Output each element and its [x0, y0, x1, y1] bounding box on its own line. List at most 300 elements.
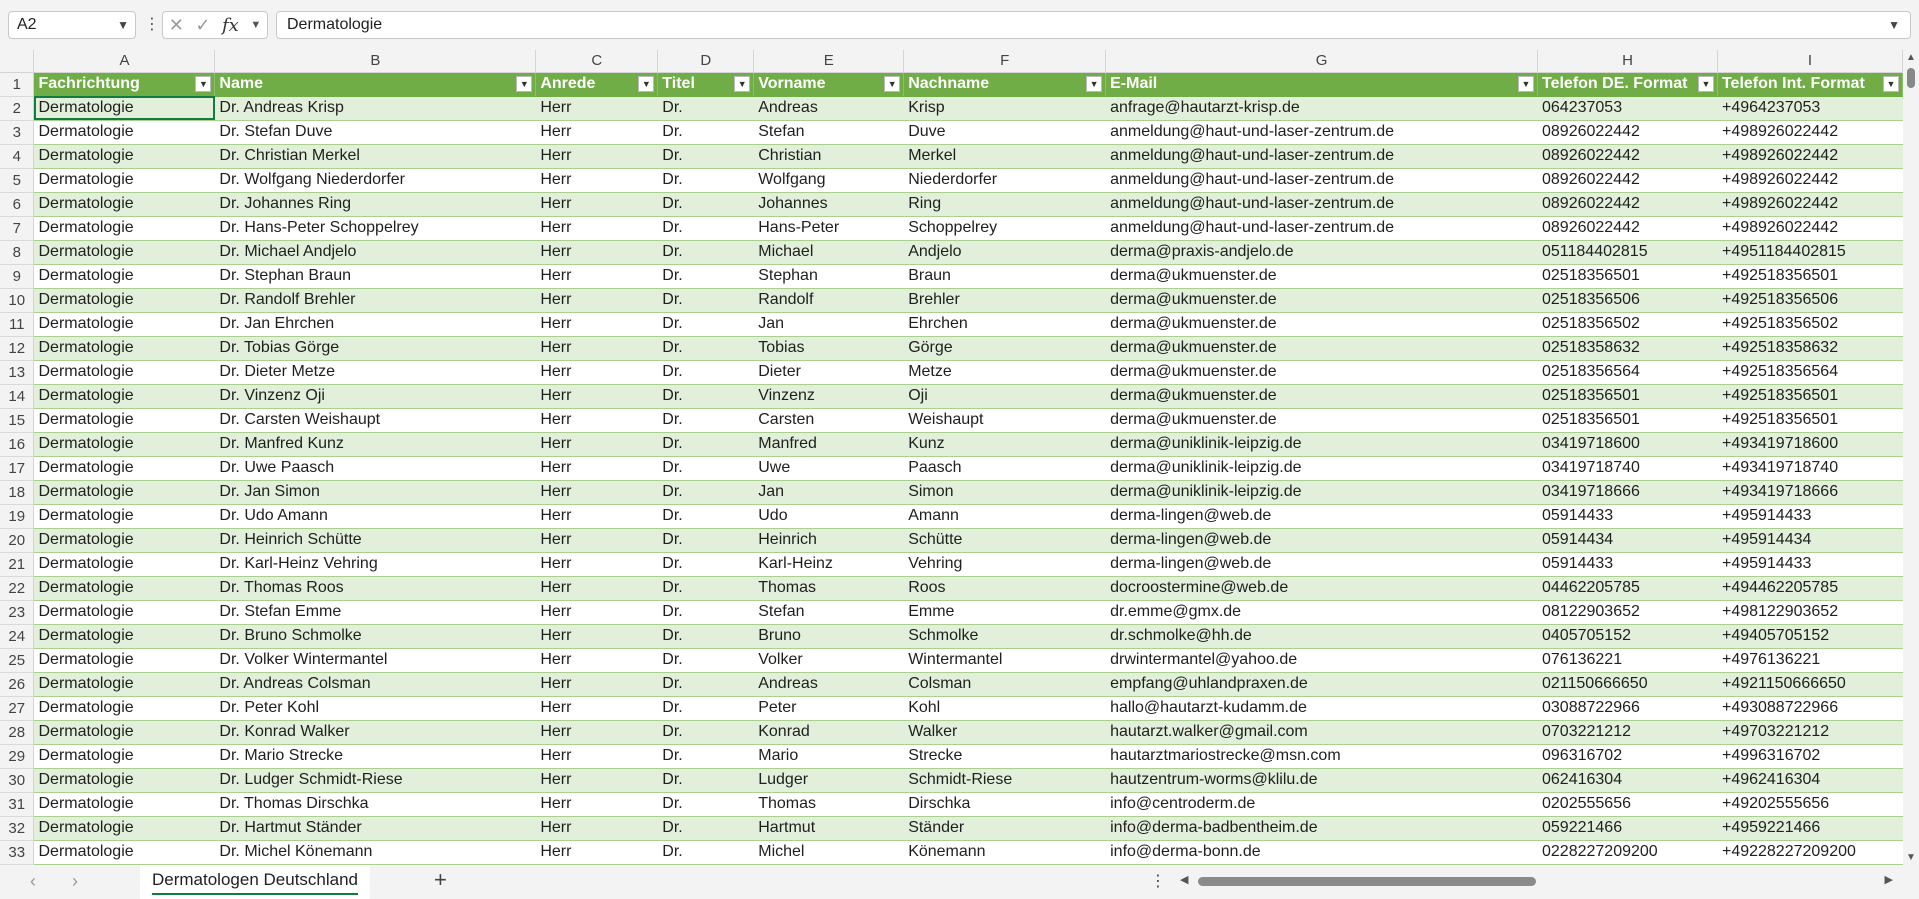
table-cell[interactable]	[754, 624, 904, 648]
table-cell[interactable]	[658, 408, 754, 432]
table-cell[interactable]	[1106, 432, 1538, 456]
table-cell[interactable]	[34, 264, 215, 288]
table-cell[interactable]	[34, 216, 215, 240]
table-cell[interactable]	[1717, 432, 1902, 456]
table-cell[interactable]	[904, 840, 1106, 864]
table-cell[interactable]	[754, 504, 904, 528]
more-options-icon[interactable]: ⋮	[144, 16, 160, 33]
table-cell[interactable]	[904, 624, 1106, 648]
table-cell[interactable]	[754, 408, 904, 432]
column-header-g[interactable]: G	[1106, 50, 1538, 72]
row-number[interactable]: 22	[0, 576, 34, 600]
table-cell[interactable]	[536, 672, 658, 696]
table-cell[interactable]	[215, 816, 536, 840]
table-cell[interactable]	[658, 768, 754, 792]
table-cell[interactable]	[1538, 720, 1718, 744]
column-header-d[interactable]: D	[658, 50, 754, 72]
table-cell[interactable]	[1717, 360, 1902, 384]
table-cell[interactable]	[536, 720, 658, 744]
table-cell[interactable]	[215, 264, 536, 288]
row-number[interactable]: 29	[0, 744, 34, 768]
table-cell[interactable]	[1106, 552, 1538, 576]
table-cell[interactable]	[536, 840, 658, 864]
table-cell[interactable]	[904, 120, 1106, 144]
table-cell[interactable]	[536, 96, 658, 120]
table-cell[interactable]	[754, 696, 904, 720]
table-cell[interactable]	[536, 408, 658, 432]
row-number[interactable]: 12	[0, 336, 34, 360]
table-cell[interactable]	[1538, 792, 1718, 816]
table-cell[interactable]	[904, 576, 1106, 600]
table-cell[interactable]	[34, 384, 215, 408]
table-cell[interactable]	[215, 528, 536, 552]
table-cell[interactable]	[1538, 504, 1718, 528]
table-cell[interactable]	[1538, 456, 1718, 480]
table-cell[interactable]	[1106, 384, 1538, 408]
table-cell[interactable]	[536, 480, 658, 504]
table-cell[interactable]	[34, 672, 215, 696]
table-cell[interactable]	[215, 576, 536, 600]
table-cell[interactable]	[34, 504, 215, 528]
table-cell[interactable]	[1106, 216, 1538, 240]
table-cell[interactable]	[754, 744, 904, 768]
row-number[interactable]: 6	[0, 192, 34, 216]
name-box[interactable]	[8, 11, 136, 39]
table-cell[interactable]	[1538, 144, 1718, 168]
table-cell[interactable]	[904, 312, 1106, 336]
table-cell[interactable]	[536, 336, 658, 360]
table-cell[interactable]	[536, 624, 658, 648]
row-number[interactable]: 2	[0, 96, 34, 120]
table-cell[interactable]	[904, 216, 1106, 240]
table-cell[interactable]	[904, 552, 1106, 576]
table-cell[interactable]	[658, 432, 754, 456]
table-cell[interactable]	[904, 336, 1106, 360]
table-cell[interactable]	[904, 480, 1106, 504]
table-cell[interactable]	[1717, 792, 1902, 816]
header-cell[interactable]	[754, 72, 904, 96]
table-cell[interactable]	[34, 432, 215, 456]
table-cell[interactable]	[904, 408, 1106, 432]
table-cell[interactable]	[34, 408, 215, 432]
table-cell[interactable]	[1106, 264, 1538, 288]
table-cell[interactable]	[1106, 840, 1538, 864]
table-cell[interactable]	[904, 192, 1106, 216]
table-cell[interactable]	[1106, 360, 1538, 384]
row-number[interactable]: 23	[0, 600, 34, 624]
table-cell[interactable]	[658, 96, 754, 120]
table-cell[interactable]	[658, 216, 754, 240]
table-cell[interactable]	[1106, 336, 1538, 360]
table-cell[interactable]	[215, 648, 536, 672]
table-cell[interactable]	[754, 768, 904, 792]
table-cell[interactable]	[34, 168, 215, 192]
table-cell[interactable]	[536, 168, 658, 192]
table-cell[interactable]	[658, 624, 754, 648]
table-cell[interactable]	[904, 144, 1106, 168]
header-cell[interactable]	[536, 72, 658, 96]
table-cell[interactable]	[215, 432, 536, 456]
table-cell[interactable]	[1717, 576, 1902, 600]
table-cell[interactable]	[215, 624, 536, 648]
table-cell[interactable]	[536, 240, 658, 264]
table-cell[interactable]	[904, 456, 1106, 480]
table-cell[interactable]	[1106, 312, 1538, 336]
row-number[interactable]: 30	[0, 768, 34, 792]
table-cell[interactable]	[658, 168, 754, 192]
table-cell[interactable]	[1717, 648, 1902, 672]
table-cell[interactable]	[34, 648, 215, 672]
row-number[interactable]: 3	[0, 120, 34, 144]
table-cell[interactable]	[536, 360, 658, 384]
table-cell[interactable]	[536, 192, 658, 216]
vertical-scrollbar[interactable]	[1903, 50, 1919, 865]
table-cell[interactable]	[215, 336, 536, 360]
table-cell[interactable]	[1717, 96, 1902, 120]
table-cell[interactable]	[215, 768, 536, 792]
table-cell[interactable]	[904, 360, 1106, 384]
table-cell[interactable]	[34, 288, 215, 312]
table-cell[interactable]	[34, 624, 215, 648]
filter-dropdown-icon[interactable]: ▼	[1883, 76, 1899, 92]
table-cell[interactable]	[1717, 120, 1902, 144]
table-cell[interactable]	[658, 504, 754, 528]
row-number[interactable]: 21	[0, 552, 34, 576]
table-cell[interactable]	[34, 360, 215, 384]
chevron-down-icon[interactable]: ▼	[117, 18, 129, 32]
table-cell[interactable]	[1717, 696, 1902, 720]
table-cell[interactable]	[658, 480, 754, 504]
table-cell[interactable]	[1106, 504, 1538, 528]
horizontal-scrollbar[interactable]	[1180, 873, 1893, 889]
table-cell[interactable]	[904, 768, 1106, 792]
table-cell[interactable]	[536, 744, 658, 768]
table-cell[interactable]	[1538, 552, 1718, 576]
table-cell[interactable]	[1538, 288, 1718, 312]
filter-dropdown-icon[interactable]: ▼	[516, 76, 532, 92]
table-cell[interactable]	[1717, 504, 1902, 528]
table-cell[interactable]	[536, 432, 658, 456]
table-cell[interactable]	[1717, 552, 1902, 576]
table-cell[interactable]	[1717, 168, 1902, 192]
table-cell[interactable]	[754, 456, 904, 480]
table-cell[interactable]	[536, 264, 658, 288]
table-cell[interactable]	[536, 120, 658, 144]
table-cell[interactable]	[658, 264, 754, 288]
table-cell[interactable]	[215, 144, 536, 168]
column-header-h[interactable]: H	[1538, 50, 1718, 72]
row-number[interactable]: 26	[0, 672, 34, 696]
table-cell[interactable]	[1538, 600, 1718, 624]
table-cell[interactable]	[658, 336, 754, 360]
row-number[interactable]: 27	[0, 696, 34, 720]
table-cell[interactable]	[754, 600, 904, 624]
table-cell[interactable]	[215, 840, 536, 864]
table-cell[interactable]	[1538, 672, 1718, 696]
table-cell[interactable]	[34, 528, 215, 552]
table-cell[interactable]	[658, 120, 754, 144]
table-cell[interactable]	[215, 192, 536, 216]
table-cell[interactable]	[1106, 696, 1538, 720]
column-header-c[interactable]: C	[536, 50, 658, 72]
table-cell[interactable]	[215, 360, 536, 384]
table-cell[interactable]	[215, 240, 536, 264]
table-cell[interactable]	[215, 216, 536, 240]
table-cell[interactable]	[754, 672, 904, 696]
table-cell[interactable]	[1717, 744, 1902, 768]
table-cell[interactable]	[34, 312, 215, 336]
table-cell[interactable]	[1106, 408, 1538, 432]
table-cell[interactable]	[215, 504, 536, 528]
table-cell[interactable]	[1106, 624, 1538, 648]
table-cell[interactable]	[904, 528, 1106, 552]
table-cell[interactable]	[658, 384, 754, 408]
table-cell[interactable]	[658, 792, 754, 816]
row-number[interactable]: 17	[0, 456, 34, 480]
table-cell[interactable]	[904, 240, 1106, 264]
row-number[interactable]: 7	[0, 216, 34, 240]
table-cell[interactable]	[1538, 168, 1718, 192]
table-cell[interactable]	[34, 840, 215, 864]
table-cell[interactable]	[536, 696, 658, 720]
table-cell[interactable]	[1538, 312, 1718, 336]
table-cell[interactable]	[215, 168, 536, 192]
filter-dropdown-icon[interactable]: ▼	[638, 76, 654, 92]
row-number[interactable]: 4	[0, 144, 34, 168]
table-cell[interactable]	[1538, 840, 1718, 864]
row-number[interactable]: 15	[0, 408, 34, 432]
table-cell[interactable]	[1106, 768, 1538, 792]
table-cell[interactable]	[215, 792, 536, 816]
table-cell[interactable]	[1538, 576, 1718, 600]
table-cell[interactable]	[904, 744, 1106, 768]
table-cell[interactable]	[34, 96, 215, 120]
table-cell[interactable]	[1717, 240, 1902, 264]
table-cell[interactable]	[1106, 120, 1538, 144]
table-cell[interactable]	[1106, 168, 1538, 192]
table-cell[interactable]	[754, 384, 904, 408]
table-cell[interactable]	[1538, 480, 1718, 504]
scroll-thumb[interactable]	[1907, 68, 1915, 88]
table-cell[interactable]	[536, 552, 658, 576]
confirm-icon[interactable]: ✓	[195, 14, 211, 35]
table-cell[interactable]	[904, 96, 1106, 120]
row-number[interactable]: 1	[0, 72, 34, 96]
table-cell[interactable]	[1106, 456, 1538, 480]
table-cell[interactable]	[1106, 600, 1538, 624]
table-cell[interactable]	[1106, 240, 1538, 264]
table-cell[interactable]	[754, 288, 904, 312]
column-header-i[interactable]: I	[1717, 50, 1902, 72]
table-cell[interactable]	[215, 552, 536, 576]
table-cell[interactable]	[904, 672, 1106, 696]
add-sheet-icon[interactable]: +	[434, 867, 447, 892]
table-cell[interactable]	[754, 648, 904, 672]
table-cell[interactable]	[1538, 432, 1718, 456]
table-cell[interactable]	[34, 576, 215, 600]
table-cell[interactable]	[754, 96, 904, 120]
table-cell[interactable]	[1717, 264, 1902, 288]
table-cell[interactable]	[215, 120, 536, 144]
table-cell[interactable]	[34, 696, 215, 720]
table-cell[interactable]	[658, 552, 754, 576]
header-cell[interactable]	[215, 72, 536, 96]
table-cell[interactable]	[215, 696, 536, 720]
header-cell[interactable]	[34, 72, 215, 96]
table-cell[interactable]	[1106, 816, 1538, 840]
column-header-a[interactable]: A	[34, 50, 215, 72]
table-cell[interactable]	[1717, 624, 1902, 648]
formula-input[interactable]	[276, 11, 1911, 39]
table-cell[interactable]	[1538, 120, 1718, 144]
table-cell[interactable]	[904, 648, 1106, 672]
table-cell[interactable]	[754, 840, 904, 864]
table-cell[interactable]	[1717, 144, 1902, 168]
table-cell[interactable]	[658, 192, 754, 216]
table-cell[interactable]	[1717, 840, 1902, 864]
table-cell[interactable]	[754, 120, 904, 144]
insert-function-icon[interactable]: fx	[221, 14, 239, 36]
prev-sheet-icon[interactable]: ‹	[30, 871, 36, 891]
table-cell[interactable]	[754, 816, 904, 840]
table-cell[interactable]	[754, 432, 904, 456]
chevron-down-icon[interactable]: ▼	[250, 19, 262, 31]
table-cell[interactable]	[1538, 744, 1718, 768]
next-sheet-icon[interactable]: ›	[72, 871, 78, 891]
table-cell[interactable]	[1106, 744, 1538, 768]
table-cell[interactable]	[754, 312, 904, 336]
row-number[interactable]: 10	[0, 288, 34, 312]
table-cell[interactable]	[1538, 768, 1718, 792]
table-cell[interactable]	[658, 816, 754, 840]
table-cell[interactable]	[1106, 96, 1538, 120]
table-cell[interactable]	[658, 240, 754, 264]
table-cell[interactable]	[754, 264, 904, 288]
filter-dropdown-icon[interactable]: ▼	[1698, 76, 1714, 92]
row-number[interactable]: 14	[0, 384, 34, 408]
table-cell[interactable]	[904, 504, 1106, 528]
table-cell[interactable]	[536, 216, 658, 240]
table-cell[interactable]	[536, 576, 658, 600]
table-cell[interactable]	[904, 264, 1106, 288]
header-cell[interactable]	[1538, 72, 1718, 96]
filter-dropdown-icon[interactable]: ▼	[1086, 76, 1102, 92]
table-cell[interactable]	[1106, 720, 1538, 744]
table-cell[interactable]	[215, 96, 536, 120]
table-cell[interactable]	[754, 792, 904, 816]
cancel-icon[interactable]: ✕	[168, 14, 184, 35]
row-number[interactable]: 32	[0, 816, 34, 840]
table-cell[interactable]	[1717, 456, 1902, 480]
table-cell[interactable]	[536, 288, 658, 312]
table-cell[interactable]	[34, 192, 215, 216]
table-cell[interactable]	[904, 816, 1106, 840]
table-cell[interactable]	[1717, 600, 1902, 624]
table-cell[interactable]	[658, 360, 754, 384]
table-cell[interactable]	[1106, 288, 1538, 312]
table-cell[interactable]	[658, 576, 754, 600]
table-cell[interactable]	[904, 168, 1106, 192]
table-cell[interactable]	[1538, 648, 1718, 672]
table-cell[interactable]	[904, 696, 1106, 720]
sheet-tab[interactable]	[140, 865, 370, 899]
table-cell[interactable]	[1717, 192, 1902, 216]
row-number[interactable]: 31	[0, 792, 34, 816]
table-cell[interactable]	[215, 744, 536, 768]
more-options-icon[interactable]: ⋮	[1150, 873, 1166, 890]
row-number[interactable]: 25	[0, 648, 34, 672]
table-cell[interactable]	[754, 336, 904, 360]
table-cell[interactable]	[1717, 336, 1902, 360]
table-cell[interactable]	[215, 720, 536, 744]
table-cell[interactable]	[34, 792, 215, 816]
table-cell[interactable]	[536, 504, 658, 528]
row-number[interactable]: 5	[0, 168, 34, 192]
table-cell[interactable]	[1538, 192, 1718, 216]
table-cell[interactable]	[904, 384, 1106, 408]
table-cell[interactable]	[536, 384, 658, 408]
scroll-thumb[interactable]	[1198, 877, 1536, 886]
table-cell[interactable]	[536, 792, 658, 816]
table-cell[interactable]	[536, 528, 658, 552]
row-number[interactable]: 9	[0, 264, 34, 288]
select-all-corner[interactable]	[0, 50, 34, 72]
table-cell[interactable]	[754, 720, 904, 744]
table-cell[interactable]	[754, 144, 904, 168]
table-cell[interactable]	[1538, 240, 1718, 264]
column-header-e[interactable]: E	[754, 50, 904, 72]
table-cell[interactable]	[34, 816, 215, 840]
table-cell[interactable]	[1538, 336, 1718, 360]
table-cell[interactable]	[215, 480, 536, 504]
table-cell[interactable]	[658, 528, 754, 552]
table-cell[interactable]	[215, 672, 536, 696]
table-cell[interactable]	[658, 144, 754, 168]
table-cell[interactable]	[658, 288, 754, 312]
table-cell[interactable]	[1538, 816, 1718, 840]
table-cell[interactable]	[904, 288, 1106, 312]
table-cell[interactable]	[215, 600, 536, 624]
table-cell[interactable]	[34, 720, 215, 744]
table-cell[interactable]	[1106, 648, 1538, 672]
filter-dropdown-icon[interactable]: ▼	[734, 76, 750, 92]
table-cell[interactable]	[1538, 408, 1718, 432]
table-cell[interactable]	[1717, 528, 1902, 552]
header-cell[interactable]	[904, 72, 1106, 96]
table-cell[interactable]	[1717, 288, 1902, 312]
row-number[interactable]: 18	[0, 480, 34, 504]
column-header-b[interactable]: B	[215, 50, 536, 72]
table-cell[interactable]	[34, 336, 215, 360]
table-cell[interactable]	[754, 240, 904, 264]
table-cell[interactable]	[1717, 312, 1902, 336]
filter-dropdown-icon[interactable]: ▼	[884, 76, 900, 92]
table-cell[interactable]	[1717, 480, 1902, 504]
table-cell[interactable]	[536, 816, 658, 840]
row-number[interactable]: 16	[0, 432, 34, 456]
table-cell[interactable]	[658, 456, 754, 480]
table-cell[interactable]	[1538, 624, 1718, 648]
table-cell[interactable]	[754, 576, 904, 600]
row-number[interactable]: 24	[0, 624, 34, 648]
header-cell[interactable]	[1106, 72, 1538, 96]
table-cell[interactable]	[215, 312, 536, 336]
table-cell[interactable]	[1717, 768, 1902, 792]
table-cell[interactable]	[536, 768, 658, 792]
table-cell[interactable]	[754, 528, 904, 552]
table-cell[interactable]	[1538, 360, 1718, 384]
table-cell[interactable]	[34, 768, 215, 792]
